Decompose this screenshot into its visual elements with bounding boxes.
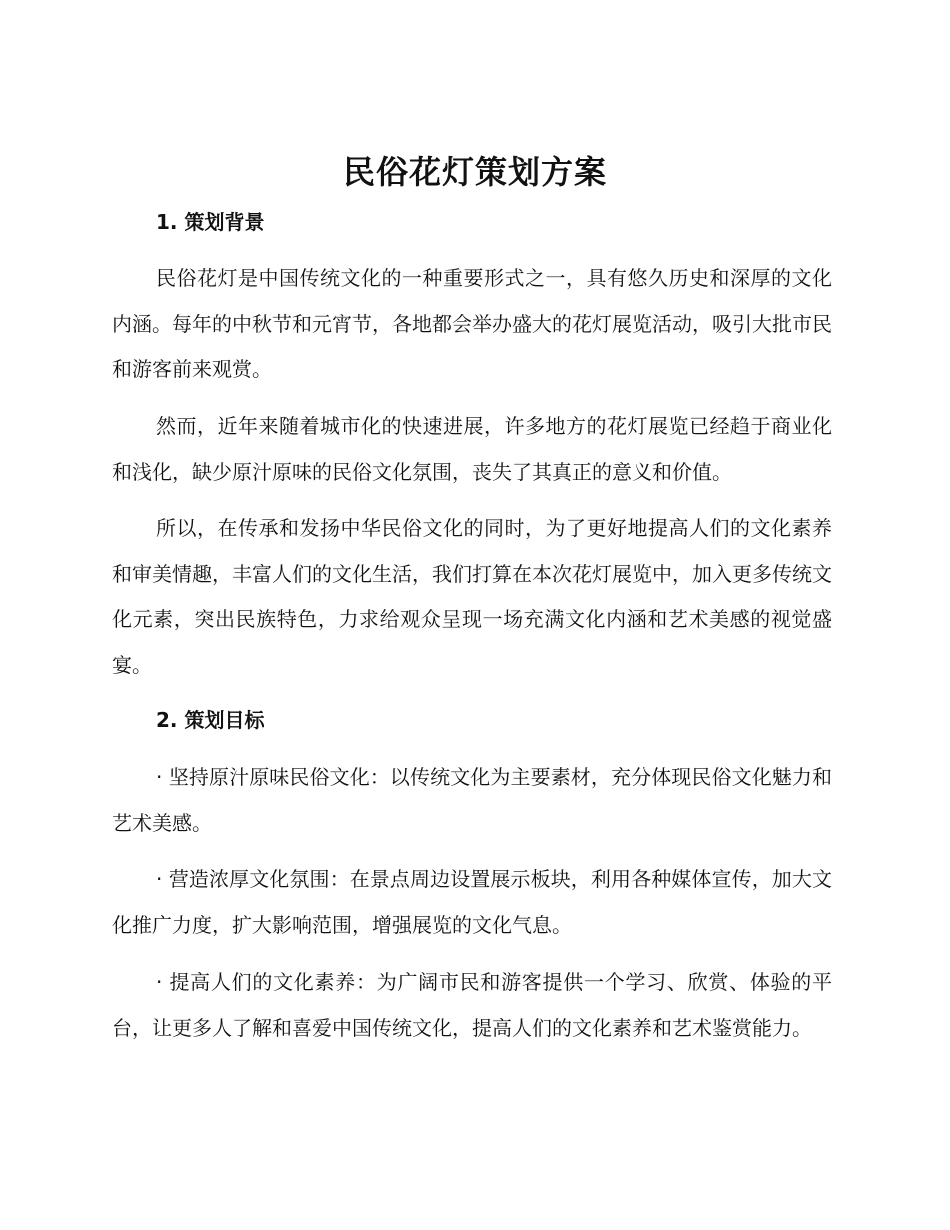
section-heading-goals: 2. 策划目标 xyxy=(156,708,265,732)
goal-item-2: · 营造浓厚文化氛围：在景点周边设置展示板块，利用各种媒体宣传，加大文化推广力度，扩大影响范围，增强展览的文化气息。 xyxy=(112,867,832,937)
paragraph-background-3: 所以，在传承和发扬中华民俗文化的同时，为了更好地提高人们的文化素养和审美情趣，丰富人们的文化生活，我们打算在本次花灯展览中，加入更多传统文化元素，突出民族特色，力求给观众呈现一场充满文化内涵和艺术美感的视觉盛宴。 xyxy=(112,516,832,677)
section-heading-background: 1. 策划背景 xyxy=(156,210,265,234)
goal-item-1: · 坚持原汁原味民俗文化：以传统文化为主要素材，充分体现民俗文化魅力和艺术美感。 xyxy=(112,765,832,835)
goal-item-3: · 提高人们的文化素养：为广阔市民和游客提供一个学习、欣赏、体验的平台，让更多人了解和喜爱中国传统文化，提高人们的文化素养和艺术鉴赏能力。 xyxy=(112,970,832,1040)
document-title: 民俗花灯策划方案 xyxy=(342,153,607,191)
paragraph-background-1: 民俗花灯是中国传统文化的一种重要形式之一，具有悠久历史和深厚的文化内涵。每年的中秋节和元宵节，各地都会举办盛大的花灯展览活动，吸引大批市民和游客前来观赏。 xyxy=(112,266,832,381)
paragraph-background-2: 然而，近年来随着城市化的快速进展，许多地方的花灯展览已经趋于商业化和浅化，缺少原汁原味的民俗文化氛围，丧失了其真正的意义和价值。 xyxy=(112,414,832,484)
